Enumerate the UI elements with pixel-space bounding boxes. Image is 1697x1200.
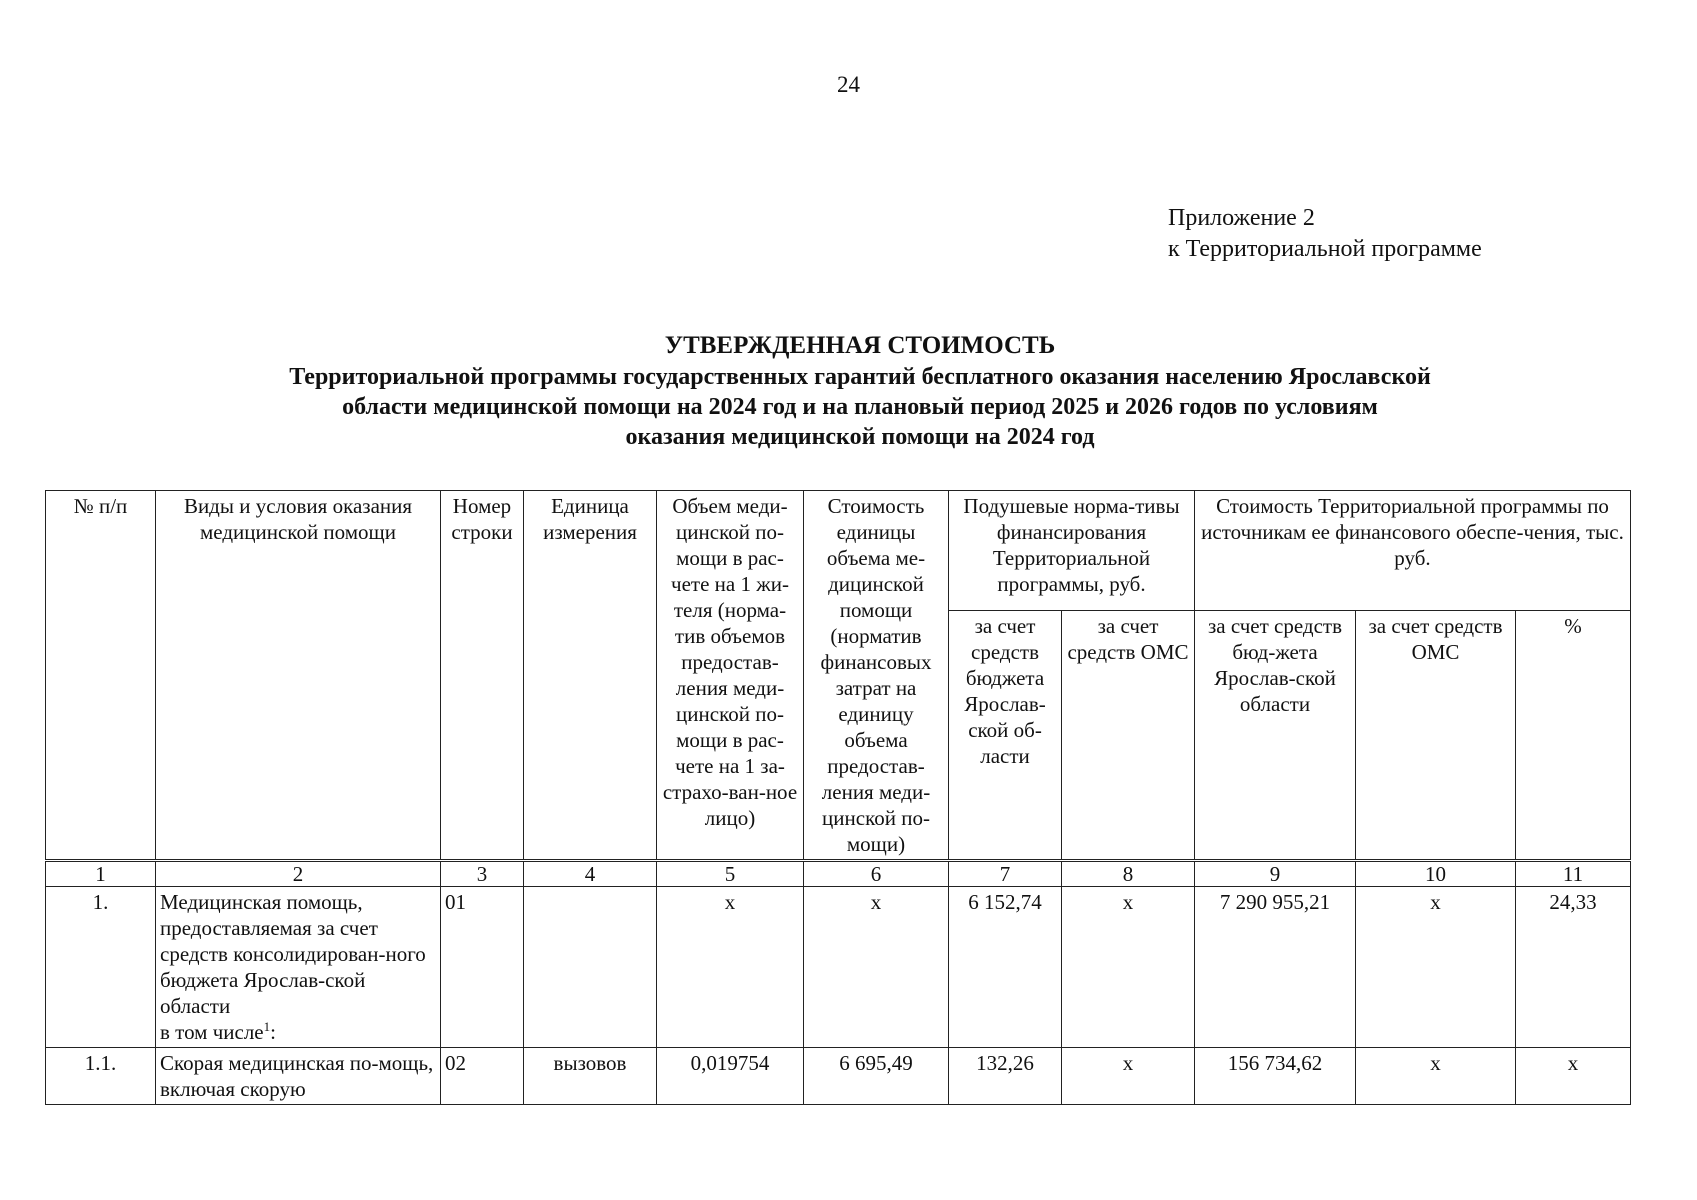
- row-unit-cost: 6 695,49: [804, 1048, 949, 1105]
- header-per-capita-budget: за счет средств бюджета Ярослав-ской об-ласти: [949, 611, 1062, 861]
- row-per-capita-oms: х: [1062, 1048, 1195, 1105]
- header-type: Виды и условия оказания медицинской помощи: [156, 491, 441, 861]
- row-per-capita-budget: 6 152,74: [949, 887, 1062, 1048]
- document-title: [150, 330, 1570, 452]
- row-volume: х: [657, 887, 804, 1048]
- title-line-3: оказания медицинской помощи на 2024 год: [625, 424, 1095, 450]
- row-cost-oms: х: [1356, 887, 1516, 1048]
- row-unit-cost: х: [804, 887, 949, 1048]
- row-line-number: 01: [441, 887, 524, 1048]
- column-number: 9: [1195, 861, 1356, 887]
- row-unit: вызовов: [524, 1048, 657, 1105]
- row-per-capita-oms: х: [1062, 887, 1195, 1048]
- header-unit-cost: Стоимость единицы объема ме-дицинской помощи (норматив финансовых затрат на единицу объема предостав-ления меди-цинской по-мощи): [804, 491, 949, 861]
- header-line-number: Номер строки: [441, 491, 524, 861]
- column-number: 1: [46, 861, 156, 887]
- row-cost-oms: х: [1356, 1048, 1516, 1105]
- row-percent: 24,33: [1516, 887, 1631, 1048]
- row-name-text: Медицинская помощь, предоставляемая за счет средств консолидирован-ного бюджета Ярослав-ской области: [160, 890, 426, 1018]
- header-percent: %: [1516, 611, 1631, 861]
- header-cost-oms: за счет средств ОМС: [1356, 611, 1516, 861]
- footnote-marker: 1: [263, 1019, 271, 1034]
- row-num: 1.1.: [46, 1048, 156, 1105]
- title-main: УТВЕРЖДЕННАЯ СТОИМОСТЬ: [664, 332, 1056, 359]
- row-unit: [524, 887, 657, 1048]
- column-number: 4: [524, 861, 657, 887]
- row-num: 1.: [46, 887, 156, 1048]
- row-per-capita-budget: 132,26: [949, 1048, 1062, 1105]
- header-unit: Единица измерения: [524, 491, 657, 861]
- header-per-capita-oms: за счет средств ОМС: [1062, 611, 1195, 861]
- column-numbers-row: [46, 861, 1631, 887]
- appendix-line-1: Приложение 2: [1168, 205, 1315, 231]
- column-number: 2: [156, 861, 441, 887]
- row-cost-budget: 7 290 955,21: [1195, 887, 1356, 1048]
- column-number: 5: [657, 861, 804, 887]
- title-line-2: области медицинской помощи на 2024 год и на плановый период 2025 и 2026 годов по условиям: [342, 394, 1378, 420]
- header-num: № п/п: [46, 491, 156, 861]
- row-line-number: 02: [441, 1048, 524, 1105]
- table-row: [46, 1048, 1631, 1105]
- column-number: 11: [1516, 861, 1631, 887]
- row-name: Скорая медицинская по-мощь, включая скорую: [156, 1048, 441, 1105]
- appendix-note: [1168, 203, 1482, 265]
- header-row-1: [46, 491, 1631, 611]
- title-line-1: Территориальной программы государственных гарантий бесплатного оказания населению Ярославской: [289, 364, 1431, 390]
- cost-table: [45, 490, 1631, 1105]
- appendix-line-2: к Территориальной программе: [1168, 236, 1482, 262]
- header-cost-budget: за счет средств бюд-жета Ярослав-ской области: [1195, 611, 1356, 861]
- header-volume: Объем меди-цинской по-мощи в рас-чете на 1 жи-теля (норма-тив объемов предостав-ления меди-цинской по-мощи в рас-чете на 1 за-страхо-ван-ное лицо): [657, 491, 804, 861]
- column-number: 3: [441, 861, 524, 887]
- header-cost-group: Стоимость Территориальной программы по источникам ее финансового обеспе-чения, тыс. руб.: [1195, 491, 1631, 611]
- page-number: 24: [837, 72, 860, 97]
- row-cost-budget: 156 734,62: [1195, 1048, 1356, 1105]
- row-name-end: :: [270, 1020, 276, 1044]
- row-name: [156, 887, 441, 1048]
- header-per-capita-group: Подушевые норма-тивы финансирования Территориальной программы, руб.: [949, 491, 1195, 611]
- column-number: 8: [1062, 861, 1195, 887]
- column-number: 10: [1356, 861, 1516, 887]
- column-number: 7: [949, 861, 1062, 887]
- row-percent: х: [1516, 1048, 1631, 1105]
- table-row: [46, 887, 1631, 1048]
- row-name-suffix: в том числе: [160, 1020, 264, 1044]
- row-volume: 0,019754: [657, 1048, 804, 1105]
- column-number: 6: [804, 861, 949, 887]
